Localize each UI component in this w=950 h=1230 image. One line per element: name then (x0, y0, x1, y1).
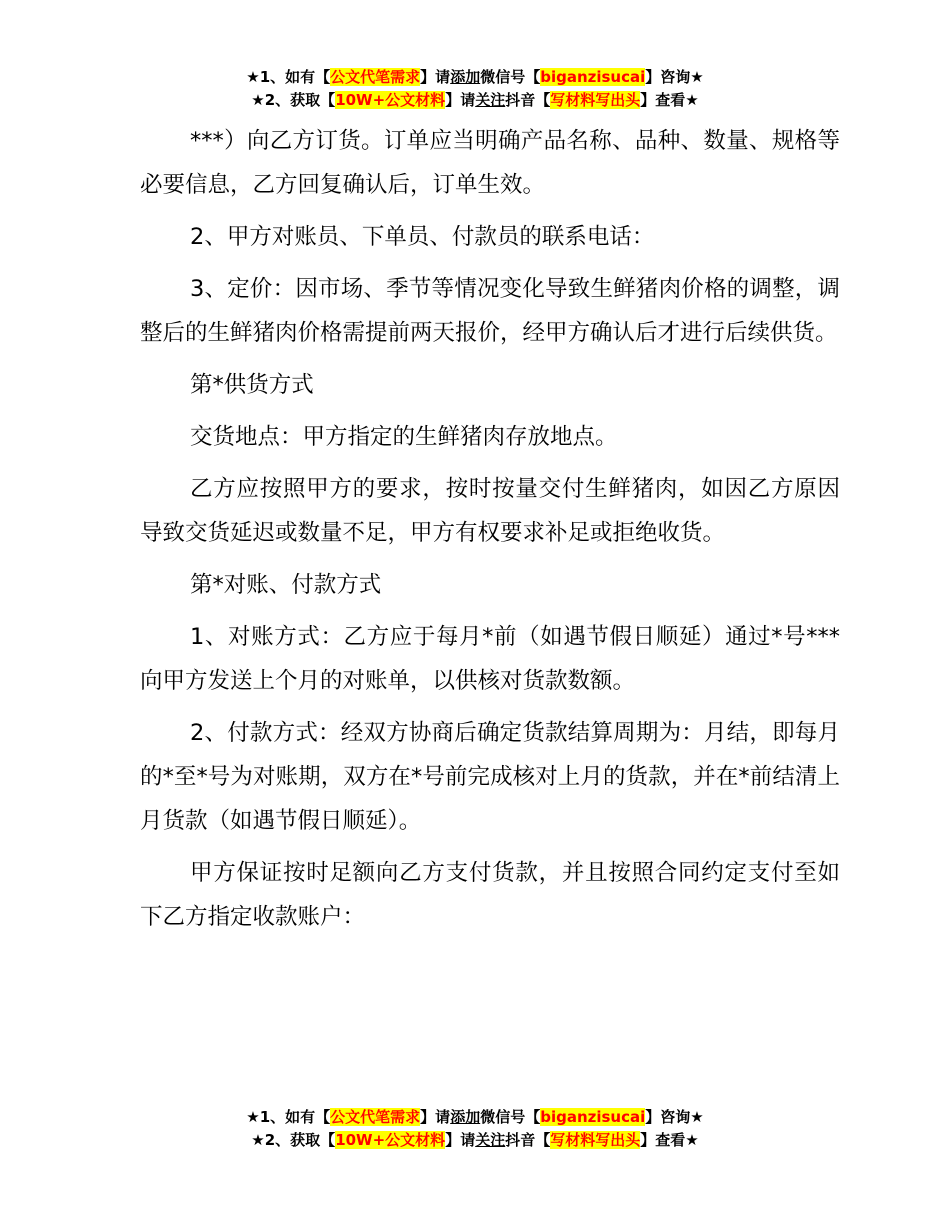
banner-highlight-materials: 10W+公文材料 (335, 1131, 446, 1149)
banner-line-1: ★1、如有【公文代笔需求】请添加微信号【biganzisucai】咨询★ (246, 1108, 704, 1126)
banner-highlight-service: 公文代笔需求 (330, 1108, 421, 1126)
paragraph-pricing: 3、定价：因市场、季节等情况变化导致生鲜猪肉价格的调整，调整后的生鲜猪肉价格需提前两天报价，经甲方确认后才进行后续供货。 (140, 276, 840, 346)
paragraph-payment-guarantee: 甲方保证按时足额向乙方支付货款，并且按照合同约定支付至如下乙方指定收款账户： (140, 860, 840, 930)
paragraph-reconciliation-method: 1、对账方式：乙方应于每月*前（如遇节假日顺延）通过*号***向甲方发送上个月的对账单，以供核对货款数额。 (140, 624, 840, 694)
header-banner (0, 66, 950, 112)
banner-highlight-wechat-id: biganzisucai (540, 68, 646, 86)
section-heading-supply-method: 第*供货方式 (190, 372, 314, 398)
banner-line-1: ★1、如有【公文代笔需求】请添加微信号【biganzisucai】咨询★ (246, 68, 704, 86)
section-heading-reconciliation-payment: 第*对账、付款方式 (190, 572, 382, 598)
paragraph-delivery-obligation: 乙方应按照甲方的要求，按时按量交付生鲜猪肉，如因乙方原因导致交货延迟或数量不足，甲方有权要求补足或拒绝收货。 (140, 476, 840, 546)
paragraph-payment-method: 2、付款方式：经双方协商后确定货款结算周期为：月结，即每月的*至*号为对账期，双方在*号前完成核对上月的货款，并在*前结清上月货款（如遇节假日顺延）。 (140, 720, 840, 834)
paragraph-delivery-location: 交货地点：甲方指定的生鲜猪肉存放地点。 (190, 424, 618, 450)
banner-highlight-service: 公文代笔需求 (330, 68, 421, 86)
banner-line-2: ★2、获取【10W+公文材料】请关注抖音【写材料写出头】查看★ (251, 91, 699, 109)
document-body (140, 119, 840, 947)
paragraph-contact-phones: 2、甲方对账员、下单员、付款员的联系电话： (190, 224, 655, 250)
banner-highlight-douyin: 写材料写出头 (550, 1131, 641, 1149)
banner-line-2: ★2、获取【10W+公文材料】请关注抖音【写材料写出头】查看★ (251, 1131, 699, 1149)
banner-highlight-wechat-id: biganzisucai (540, 1108, 646, 1126)
paragraph-order-confirmation: ***）向乙方订货。订单应当明确产品名称、品种、数量、规格等必要信息，乙方回复确认后，订单生效。 (140, 128, 840, 198)
banner-highlight-douyin: 写材料写出头 (550, 91, 641, 109)
banner-highlight-materials: 10W+公文材料 (335, 91, 446, 109)
footer-banner (0, 1106, 950, 1152)
